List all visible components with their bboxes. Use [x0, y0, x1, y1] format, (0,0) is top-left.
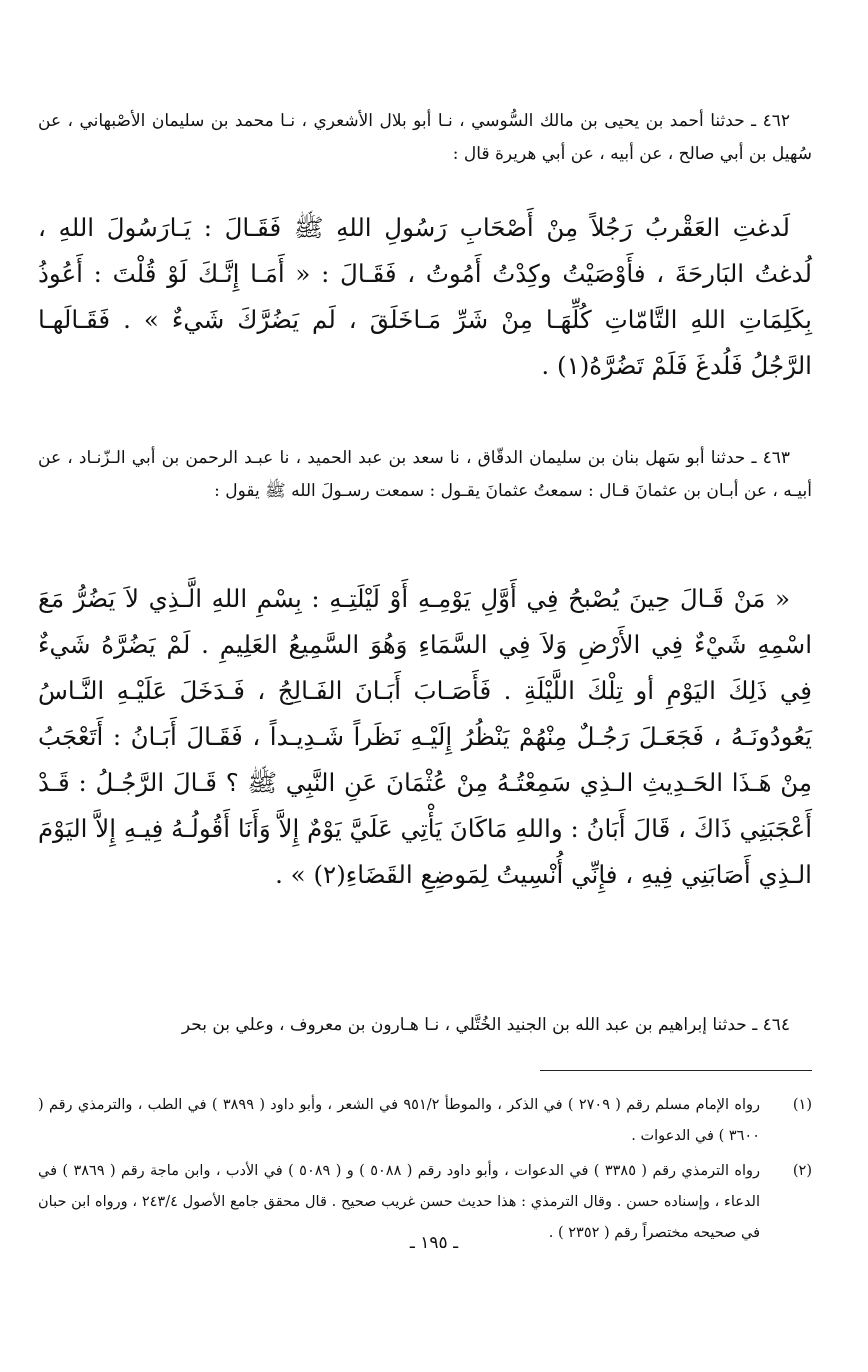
hadith-462-matn — [38, 205, 812, 389]
hadith-462-isnad — [38, 105, 812, 171]
hadith-462-matn-text: لَدغتِ العَقْربُ رَجُلاً مِنْ أَصْحَابِ رَسُولِ اللهِ ﷺ فَقَـالَ : يَـارَسُولَ اللهِ ، لُدغتُ البَارحَةَ ، فأَوْصَيْتُ وكِدْتُ أَمُوتُ ، فَقَـالَ : « أَمَـا إِنَّـكَ لَوْ قُلْتَ : أَعُوذُ بِكَلِمَاتِ اللهِ التَّامّاتِ كُلِّهَـا مِنْ شَرِّ مَـاخَلَقَ ، لَم يَضُرَّكَ شَيءٌ » . فَقَـالَهـا الرَّجُلُ فَلُدغَ فَلَمْ تَضُرَّهُ(١) . — [38, 213, 812, 380]
hadith-464-isnad-text: ٤٦٤ ـ حدثنا إبراهيم بن عبد الله بن الجنيد الخُتَّلي ، نـا هـارون بن معروف ، وعلي بن بحر — [181, 1015, 790, 1035]
footnote-2-number: (٢) — [792, 1163, 812, 1179]
page-number: ـ ١٩٥ ـ — [409, 1233, 459, 1253]
footnotes — [38, 1090, 812, 1253]
hadith-463-isnad-text: ٤٦٣ ـ حدثنا أبو سَهل بنان بن سليمان الدقّاق ، نا سعد بن عبد الحميد ، نا عبـد الرحمن بن أبي الـزّنـاد ، عن أبيـه ، عن أبـان بن عثمانَ قـال : سمعتُ عثمانَ يقـول : سمعت رسـولَ الله ﷺ يقول : — [38, 448, 812, 501]
hadith-463-matn — [38, 576, 812, 898]
footnote-1-text: رواه الإمام مسلم رقم ( ٢٧٠٩ ) في الذكر ، والموطأ ٩٥١/٢ في الشعر ، وأبو داود ( ٣٨٩٩ ) في الطب ، والترمذي رقم ( ٣٦٠٠ ) في الدعوات . — [38, 1097, 760, 1144]
footnote-separator — [540, 1070, 812, 1071]
hadith-464-isnad — [182, 1009, 812, 1042]
hadith-463-matn-text: « مَنْ قَـالَ حِينَ يُصْبحُ فِي أَوَّلِ يَوْمِـهِ أَوْ لَيْلَتِـهِ : بِسْمِ اللهِ الَّـذِي لاَ يَضُرُّ مَعَ اسْمِهِ شَيْءٌ فِي الأَرْضِ وَلاَ فِي السَّمَاءِ وَهُوَ السَّمِيعُ العَلِيمِ . لَمْ يَضُرَّهُ شَيءٌ فِي ذَلِكَ اليَوْمِ أو تِلْكَ اللَّيْلَةِ . فَأَصَـابَ أَبَـانَ الفَـالِجُ ، فَـدَخَلَ عَلَيْـهِ النَّـاسُ يَعُودُونَـهُ ، فَجَعَـلَ رَجُـلٌ مِنْهُمْ يَنْظُرُ إِلَيْـهِ نَظَراً شَـدِيـداً ، فَقَـالَ أَبَـانُ : أَتَعْجَبُ مِنْ هَـذَا الحَـدِيثِ الـذِي سَمِعْتُـهُ مِنْ عُثْمَانَ عَنِ النَّبِي ﷺ ؟ قَـالَ الرَّجُـلُ : قَـدْ أَعْجَبَنِي ذَاكَ ، قَالَ أَبَانُ : واللهِ مَاكَانَ يَأْتِي عَلَيَّ يَوْمٌ إِلاَّ وَأَنَا أَقُولُـهُ فِيـهِ إِلاَّ اليَوْمَ الـذِي أَصَابَنِي فِيهِ ، فإِنِّي أُنْسِيتُ لِمَوضِعِ القَضَاءِ(٢) » . — [38, 584, 812, 889]
footnote-1 — [38, 1090, 812, 1152]
hadith-463-isnad — [38, 442, 812, 508]
footnote-1-number: (١) — [792, 1097, 812, 1113]
footnote-2-text: رواه الترمذي رقم ( ٣٣٨٥ ) في الدعوات ، وأبو داود رقم ( ٥٠٨٨ ) و ( ٥٠٨٩ ) في الأدب ، وابن ماجة رقم ( ٣٨٦٩ ) في الدعاء ، وإسناده حسن . وقال الترمذي : هذا حديث حسن غريب صحيح . قال محقق جامع الأصول ٢٤٣/٤ ، ورواه ابن حبان في صحيحه مختصراً رقم ( ٢٣٥٢ ) . — [38, 1163, 760, 1241]
hadith-462-isnad-text: ٤٦٢ ـ حدثنا أحمد بن يحيى بن مالك السُّوسي ، نـا أبو بلال الأشعري ، نـا محمد بن سليمان الأصْبهاني ، عن سُهيل بن أبي صالح ، عن أبيه ، عن أبي هريرة قال : — [38, 111, 812, 164]
